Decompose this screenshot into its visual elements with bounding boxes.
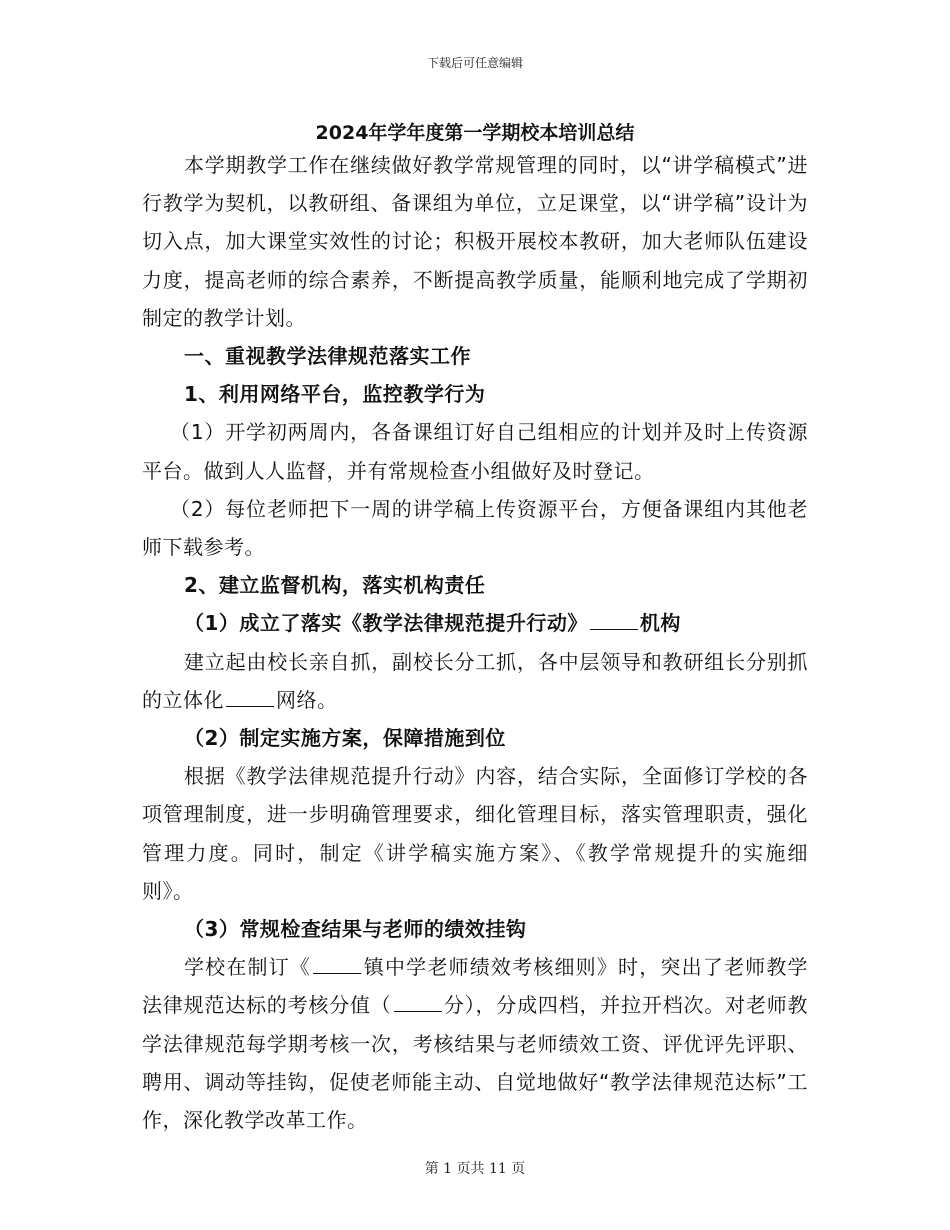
- paragraph-2-3: [142, 948, 808, 1139]
- document-body: [142, 146, 808, 1139]
- item-heading-2-3: （3）常规检查结果与老师的绩效挂钩: [184, 917, 527, 942]
- page-header: 下载后可任意编辑: [426, 56, 523, 70]
- subsection-heading-1: 1、利用网络平台，监控教学行为: [184, 382, 486, 407]
- item-heading-2-1-text: （1）成立了落实《教学法律规范提升行动》: [184, 611, 588, 636]
- blank-line: [394, 991, 442, 1012]
- paragraph-2-2: 根据《教学法律规范提升行动》内容，结合实际，全面修订学校的各项管理制度，进一步明确管理要求，细化管理目标，落实管理职责，强化管理力度。同时，制定《讲学稿实施方案》、《教学常规提升的实施细则》。: [142, 764, 808, 903]
- document-title: 2024年学年度第一学期校本培训总结: [315, 122, 635, 144]
- paragraph-2-1-text: 建立起由校长亲自抓，副校长分工抓，各中层领导和教研组长分别抓的立体化: [142, 649, 808, 712]
- item-heading-2-2: （2）制定实施方案，保障措施到位: [184, 726, 506, 751]
- paragraph-2-1-tail: 网络。: [276, 687, 338, 712]
- paragraph-2-3-c: 分），分成四档，并拉开档次。对老师教学法律规范每学期考核一次，考核结果与老师绩效工资、评优评先评职、聘用、调动等挂钩，促使老师能主动、自觉地做好“教学法律规范达标”工作，深化教学改革工作。: [142, 993, 809, 1133]
- paragraph-2-1: [142, 643, 808, 719]
- section-heading-1: 一、重视教学法律规范落实工作: [184, 344, 471, 369]
- subsection-heading-2: 2、建立监督机构，落实机构责任: [184, 573, 486, 598]
- paragraph-2-3-b: 镇中学老师绩效考核细则》时，突出了老师教学法律规范达标的考核分值（: [142, 955, 809, 1018]
- page-footer: 第 1 页共 11 页: [424, 1161, 526, 1177]
- blank-line: [313, 953, 361, 974]
- blank-line: [590, 609, 638, 630]
- paragraph-1-1: （1）开学初两周内，各备课组订好自己组相应的计划并及时上传资源平台。做到人人监督，并有常规检查小组做好及时登记。: [142, 420, 808, 483]
- blank-line: [226, 686, 274, 707]
- intro-paragraph: 本学期教学工作在继续做好教学常规管理的同时，以“讲学稿模式”进行教学为契机，以教研组、备课组为单位，立足课堂，以“讲学稿”设计为切入点，加大课堂实效性的讨论；积极开展校本教研，加大老师队伍建设力度，提高老师的综合素养，不断提高教学质量，能顺利地完成了学期初制定的教学计划。: [142, 153, 808, 330]
- paragraph-2-3-a: 学校在制订《: [184, 955, 312, 980]
- paragraph-1-2: （2）每位老师把下一周的讲学稿上传资源平台，方便备课组内其他老师下载参考。: [142, 496, 808, 560]
- item-heading-2-1-tail: 机构: [639, 611, 681, 636]
- item-heading-2-1: [142, 604, 808, 642]
